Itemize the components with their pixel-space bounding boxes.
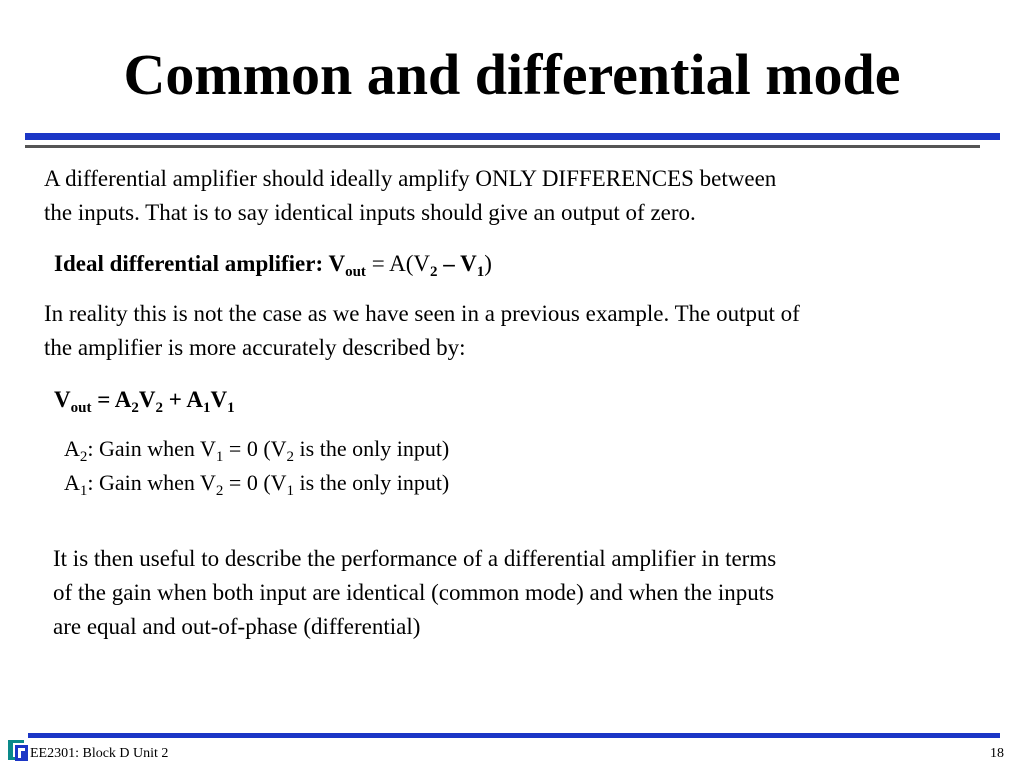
intro-line-1: A differential amplifier should ideally amplify ONLY DIFFERENCES between: [44, 166, 777, 191]
page-number: 18: [990, 746, 1004, 761]
formula-text: : Gain when V: [87, 436, 216, 461]
ideal-formula: [54, 247, 492, 281]
subscript: out: [345, 264, 366, 280]
subscript: 2: [430, 264, 438, 280]
footer-course-label: EE2301: Block D Unit 2: [30, 746, 169, 761]
gain-a2-definition: [64, 432, 449, 466]
formula-text: = A(V: [365, 251, 431, 276]
reality-line-1: In reality this is not the case as we have seen in a previous example. The output of: [44, 301, 800, 326]
subscript: 2: [286, 449, 295, 465]
subscript: 2: [79, 449, 88, 465]
formula-text: = 0 (V: [223, 470, 287, 495]
university-logo-icon: [4, 737, 32, 763]
subscript: 1: [215, 449, 224, 465]
ideal-formula-label: Ideal differential amplifier: V: [54, 251, 346, 276]
conclusion-line-1: It is then useful to describe the performance of a differential amplifier in terms: [53, 546, 777, 571]
subscript: 1: [203, 400, 211, 416]
formula-text: V: [54, 387, 71, 412]
formula-text: = 0 (V: [223, 436, 287, 461]
formula-text: A: [64, 470, 80, 495]
subscript: out: [70, 400, 92, 416]
conclusion-line-3: are equal and out-of-phase (differential): [53, 614, 421, 639]
footer-divider: [28, 733, 1000, 738]
formula-text: A: [64, 436, 80, 461]
subscript: 1: [227, 400, 235, 416]
formula-text: is the only input): [294, 470, 450, 495]
formula-text: V: [138, 387, 156, 412]
actual-formula: [54, 383, 235, 417]
title-divider-grey: [25, 145, 980, 148]
slide-title: Common and differential mode: [123, 42, 901, 107]
formula-text: – V: [437, 251, 477, 276]
conclusion-line-2: of the gain when both input are identical (common mode) and when the inputs: [53, 580, 775, 605]
subscript: 2: [155, 400, 164, 416]
subscript: 2: [215, 483, 224, 499]
formula-text: + A: [163, 387, 203, 412]
subscript: 1: [79, 483, 88, 499]
formula-text: ): [484, 251, 492, 276]
title-divider-blue: [25, 133, 1000, 140]
reality-line-2: the amplifier is more accurately described by:: [44, 335, 466, 360]
formula-text: : Gain when V: [87, 470, 216, 495]
subscript: 1: [286, 483, 295, 499]
intro-line-2: the inputs. That is to say identical inputs should give an output of zero.: [44, 200, 696, 225]
formula-text: V: [210, 387, 228, 412]
subscript: 1: [476, 264, 485, 280]
formula-text: is the only input): [294, 436, 450, 461]
subscript: 2: [131, 400, 139, 416]
formula-text: = A: [91, 387, 132, 412]
gain-a1-definition: [64, 466, 449, 500]
